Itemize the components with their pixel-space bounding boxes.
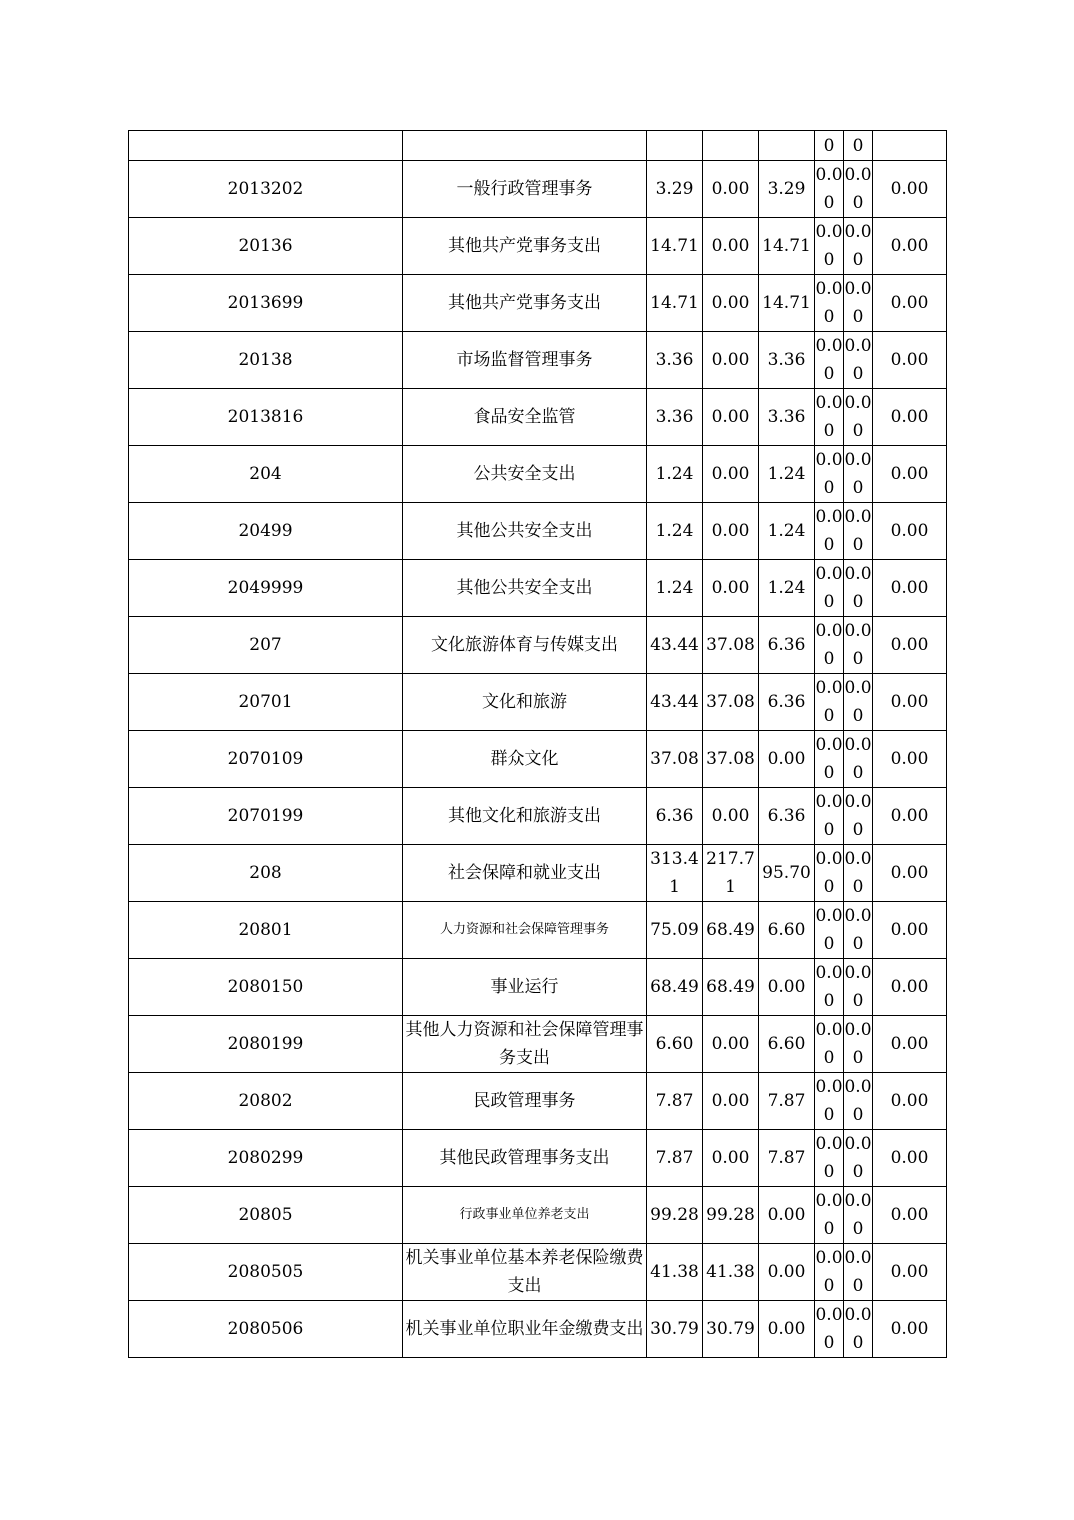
- basic-cell: 217.71: [703, 845, 759, 902]
- last-cell: 0.00: [873, 1130, 947, 1187]
- col7-cell: [844, 332, 873, 389]
- col6-cell-line1: 0.0: [815, 507, 843, 527]
- last-cell: 0.00: [873, 1244, 947, 1301]
- col6-cell-line1: 0.0: [815, 1191, 843, 1211]
- col7-cell-line1: 0.0: [844, 564, 872, 584]
- total-cell: 1.24: [647, 446, 703, 503]
- last-cell: 0.00: [873, 161, 947, 218]
- code-cell: 20802: [129, 1073, 403, 1130]
- project-cell: 6.36: [759, 617, 815, 674]
- col7-cell-line1: 0.0: [844, 222, 872, 242]
- col7-cell-line1: 0.0: [844, 678, 872, 698]
- total-cell: 30.79: [647, 1301, 703, 1358]
- basic-cell: 0.00: [703, 275, 759, 332]
- project-cell: 6.60: [759, 902, 815, 959]
- col7-cell-line1: 0.0: [844, 1305, 872, 1325]
- last-cell: 0.00: [873, 731, 947, 788]
- total-cell: 7.87: [647, 1073, 703, 1130]
- col6-cell: [815, 1244, 844, 1301]
- col6-cell-line2: 0: [823, 1219, 835, 1239]
- col6-cell-line1: 0.0: [815, 564, 843, 584]
- project-cell: 0.00: [759, 1244, 815, 1301]
- name-cell: 事业运行: [403, 959, 647, 1016]
- name-cell: 其他文化和旅游支出: [403, 788, 647, 845]
- project-cell: 95.70: [759, 845, 815, 902]
- col6-cell-line2: 0: [823, 535, 835, 555]
- project-cell: 0.00: [759, 959, 815, 1016]
- col7-cell-line2: 0: [852, 1048, 864, 1068]
- last-cell: 0.00: [873, 1016, 947, 1073]
- project-cell: 3.36: [759, 332, 815, 389]
- col7-cell-line2: 0: [852, 478, 864, 498]
- col7-cell-line1: 0.0: [844, 906, 872, 926]
- last-cell: 0.00: [873, 674, 947, 731]
- name-cell: 一般行政管理事务: [403, 161, 647, 218]
- table-row: [129, 332, 947, 389]
- total-cell: 37.08: [647, 731, 703, 788]
- last-cell: 0.00: [873, 389, 947, 446]
- name-cell: 其他共产党事务支出: [403, 218, 647, 275]
- basic-cell: 0.00: [703, 1130, 759, 1187]
- basic-cell: 37.08: [703, 731, 759, 788]
- col7-cell-line1: 0.0: [844, 1077, 872, 1097]
- col7-cell-line2: 0: [852, 364, 864, 384]
- code-cell: [129, 131, 403, 161]
- col6-cell: [815, 617, 844, 674]
- col7-cell-line1: 0.0: [844, 450, 872, 470]
- basic-cell: 0.00: [703, 788, 759, 845]
- col7-cell-line2: 0: [852, 421, 864, 441]
- total-cell: 68.49: [647, 959, 703, 1016]
- col6-cell-line2: 0: [823, 1162, 835, 1182]
- code-cell: 2080199: [129, 1016, 403, 1073]
- col7-cell-line2: 0: [852, 763, 864, 783]
- col7-cell-line1: 0.0: [844, 336, 872, 356]
- table-row: [129, 617, 947, 674]
- basic-cell: 68.49: [703, 902, 759, 959]
- col7-cell-line2: 0: [852, 307, 864, 327]
- budget-table: [128, 130, 947, 1358]
- table-row: [129, 1301, 947, 1358]
- col7-cell: [844, 674, 873, 731]
- total-cell: 3.36: [647, 389, 703, 446]
- code-cell: 20136: [129, 218, 403, 275]
- col6-cell: [815, 1187, 844, 1244]
- col7-cell: [844, 218, 873, 275]
- code-cell: 2080506: [129, 1301, 403, 1358]
- col7-cell-line1: 0.0: [844, 735, 872, 755]
- code-cell: 20499: [129, 503, 403, 560]
- col7-cell-line1: 0.0: [844, 963, 872, 983]
- col6-cell-line2: 0: [823, 934, 835, 954]
- col7-cell-line2: 0: [852, 250, 864, 270]
- project-cell: 6.36: [759, 674, 815, 731]
- total-cell: 43.44: [647, 674, 703, 731]
- table-row: [129, 788, 947, 845]
- col7-cell-line2: 0: [852, 535, 864, 555]
- last-cell: 0.00: [873, 446, 947, 503]
- basic-cell: 68.49: [703, 959, 759, 1016]
- name-cell: [403, 131, 647, 161]
- basic-cell: 0.00: [703, 161, 759, 218]
- col6-cell-line2: 0: [823, 421, 835, 441]
- col7-cell: [844, 275, 873, 332]
- col7-cell: [844, 1016, 873, 1073]
- project-cell: 1.24: [759, 503, 815, 560]
- total-cell: 6.60: [647, 1016, 703, 1073]
- total-cell: 75.09: [647, 902, 703, 959]
- basic-cell: 0.00: [703, 560, 759, 617]
- last-cell: 0.00: [873, 902, 947, 959]
- table-row: [129, 161, 947, 218]
- col6-cell: 0: [815, 131, 844, 161]
- col7-cell-line2: 0: [852, 934, 864, 954]
- table-row: [129, 959, 947, 1016]
- last-cell: 0.00: [873, 1301, 947, 1358]
- code-cell: 2070109: [129, 731, 403, 788]
- col7-cell: [844, 788, 873, 845]
- last-cell: 0.00: [873, 1073, 947, 1130]
- col7-cell-line1: 0.0: [844, 849, 872, 869]
- basic-cell: 0.00: [703, 1016, 759, 1073]
- last-cell: [873, 131, 947, 161]
- project-cell: 14.71: [759, 218, 815, 275]
- col6-cell: [815, 389, 844, 446]
- col6-cell-line1: 0.0: [815, 792, 843, 812]
- basic-cell: 41.38: [703, 1244, 759, 1301]
- code-cell: 20801: [129, 902, 403, 959]
- col6-cell-line1: 0.0: [815, 336, 843, 356]
- name-cell: 机关事业单位职业年金缴费支出: [403, 1301, 647, 1358]
- project-cell: [759, 131, 815, 161]
- col6-cell-line2: 0: [823, 592, 835, 612]
- col6-cell-line1: 0.0: [815, 1305, 843, 1325]
- col6-cell-line1: 0.0: [815, 1134, 843, 1154]
- name-cell: 文化旅游体育与传媒支出: [403, 617, 647, 674]
- col6-cell: [815, 1016, 844, 1073]
- col7-cell-line1: 0.0: [844, 165, 872, 185]
- col6-cell-line1: 0.0: [815, 678, 843, 698]
- col6-cell: [815, 674, 844, 731]
- col7-cell: [844, 1073, 873, 1130]
- basic-cell: 0.00: [703, 1073, 759, 1130]
- name-cell: 民政管理事务: [403, 1073, 647, 1130]
- col6-cell-line2: 0: [823, 307, 835, 327]
- code-cell: 20805: [129, 1187, 403, 1244]
- basic-cell: 99.28: [703, 1187, 759, 1244]
- col6-cell: [815, 446, 844, 503]
- name-cell: 其他公共安全支出: [403, 503, 647, 560]
- col7-cell: [844, 1130, 873, 1187]
- col6-cell: [815, 845, 844, 902]
- col6-cell-line1: 0.0: [815, 1248, 843, 1268]
- last-cell: 0.00: [873, 617, 947, 674]
- project-cell: 6.36: [759, 788, 815, 845]
- col7-cell: [844, 1244, 873, 1301]
- total-cell: 1.24: [647, 503, 703, 560]
- col6-cell: [815, 332, 844, 389]
- total-cell: 6.36: [647, 788, 703, 845]
- project-cell: 14.71: [759, 275, 815, 332]
- project-cell: 6.60: [759, 1016, 815, 1073]
- project-cell: 0.00: [759, 1301, 815, 1358]
- table-row: [129, 560, 947, 617]
- col7-cell-line1: 0.0: [844, 507, 872, 527]
- table-row: [129, 218, 947, 275]
- total-cell: 99.28: [647, 1187, 703, 1244]
- total-cell: 14.71: [647, 218, 703, 275]
- name-cell: 文化和旅游: [403, 674, 647, 731]
- name-cell: 行政事业单位养老支出: [403, 1187, 647, 1244]
- col6-cell-line2: 0: [823, 1048, 835, 1068]
- name-cell: 人力资源和社会保障管理事务: [403, 902, 647, 959]
- name-cell: 其他共产党事务支出: [403, 275, 647, 332]
- last-cell: 0.00: [873, 959, 947, 1016]
- col6-cell-line2: 0: [823, 1333, 835, 1353]
- col6-cell: [815, 788, 844, 845]
- basic-cell: 0.00: [703, 218, 759, 275]
- project-cell: 3.36: [759, 389, 815, 446]
- col6-cell: [815, 902, 844, 959]
- code-cell: 2013202: [129, 161, 403, 218]
- col7-cell-line2: 0: [852, 991, 864, 1011]
- basic-cell: 37.08: [703, 674, 759, 731]
- code-cell: 2013816: [129, 389, 403, 446]
- basic-cell: [703, 131, 759, 161]
- code-cell: 20701: [129, 674, 403, 731]
- col6-cell: [815, 1301, 844, 1358]
- col6-cell-line1: 0.0: [815, 1020, 843, 1040]
- basic-cell: 30.79: [703, 1301, 759, 1358]
- name-cell: 机关事业单位基本养老保险缴费支出: [403, 1244, 647, 1301]
- total-cell: 14.71: [647, 275, 703, 332]
- col7-cell-line1: 0.0: [844, 1020, 872, 1040]
- project-cell: 0.00: [759, 1187, 815, 1244]
- code-cell: 2070199: [129, 788, 403, 845]
- name-cell: 群众文化: [403, 731, 647, 788]
- table-row: [129, 1187, 947, 1244]
- col6-cell-line1: 0.0: [815, 963, 843, 983]
- total-cell: 1.24: [647, 560, 703, 617]
- col6-cell: [815, 1073, 844, 1130]
- table-row: [129, 275, 947, 332]
- table-row: [129, 1016, 947, 1073]
- code-cell: 204: [129, 446, 403, 503]
- col7-cell-line1: 0.0: [844, 621, 872, 641]
- code-cell: 207: [129, 617, 403, 674]
- col7-cell-line2: 0: [852, 877, 864, 897]
- col6-cell-line1: 0.0: [815, 393, 843, 413]
- col7-cell: [844, 731, 873, 788]
- col6-cell-line1: 0.0: [815, 165, 843, 185]
- code-cell: 2049999: [129, 560, 403, 617]
- col7-cell-line2: 0: [852, 649, 864, 669]
- code-cell: 20138: [129, 332, 403, 389]
- col6-cell-line2: 0: [823, 1105, 835, 1125]
- table-row: [129, 1130, 947, 1187]
- col6-cell-line2: 0: [823, 706, 835, 726]
- col6-cell-line1: 0.0: [815, 450, 843, 470]
- col6-cell-line2: 0: [823, 478, 835, 498]
- col7-cell-line1: 0.0: [844, 792, 872, 812]
- col6-cell-line2: 0: [823, 877, 835, 897]
- col6-cell-line2: 0: [823, 991, 835, 1011]
- table-row: [129, 731, 947, 788]
- col6-cell-line2: 0: [823, 193, 835, 213]
- col6-cell-line2: 0: [823, 820, 835, 840]
- col6-cell: [815, 161, 844, 218]
- table-row: [129, 845, 947, 902]
- last-cell: 0.00: [873, 1187, 947, 1244]
- col6-cell-line1: 0.0: [815, 735, 843, 755]
- code-cell: 2080505: [129, 1244, 403, 1301]
- project-cell: 0.00: [759, 731, 815, 788]
- col6-cell-line1: 0.0: [815, 621, 843, 641]
- col7-cell-line2: 0: [852, 820, 864, 840]
- col6-cell-line1: 0.0: [815, 1077, 843, 1097]
- code-cell: 2080150: [129, 959, 403, 1016]
- project-cell: 7.87: [759, 1130, 815, 1187]
- col7-cell-line2: 0: [852, 193, 864, 213]
- table-row: [129, 503, 947, 560]
- name-cell: 其他公共安全支出: [403, 560, 647, 617]
- col6-cell-line2: 0: [823, 364, 835, 384]
- project-cell: 7.87: [759, 1073, 815, 1130]
- table-row: [129, 1244, 947, 1301]
- col7-cell-line1: 0.0: [844, 1134, 872, 1154]
- col7-cell: [844, 446, 873, 503]
- col6-cell: [815, 560, 844, 617]
- col7-cell-line2: 0: [852, 1333, 864, 1353]
- col6-cell: [815, 959, 844, 1016]
- col7-cell-line1: 0.0: [844, 279, 872, 299]
- table-row: [129, 674, 947, 731]
- col7-cell: [844, 845, 873, 902]
- table-row: [129, 389, 947, 446]
- col6-cell-line1: 0.0: [815, 222, 843, 242]
- col7-cell-line1: 0.0: [844, 1248, 872, 1268]
- total-cell: 3.36: [647, 332, 703, 389]
- col7-cell: [844, 503, 873, 560]
- last-cell: 0.00: [873, 845, 947, 902]
- col7-cell: [844, 1301, 873, 1358]
- last-cell: 0.00: [873, 332, 947, 389]
- col6-cell: [815, 275, 844, 332]
- name-cell: 其他民政管理事务支出: [403, 1130, 647, 1187]
- code-cell: 208: [129, 845, 403, 902]
- total-cell: [647, 131, 703, 161]
- col6-cell-line1: 0.0: [815, 906, 843, 926]
- col7-cell: [844, 902, 873, 959]
- col7-cell: [844, 617, 873, 674]
- col6-cell-line1: 0.0: [815, 849, 843, 869]
- name-cell: 其他人力资源和社会保障管理事务支出: [403, 1016, 647, 1073]
- table-row: [129, 446, 947, 503]
- table-row: [129, 902, 947, 959]
- col7-cell-line1: 0.0: [844, 1191, 872, 1211]
- total-cell: 313.41: [647, 845, 703, 902]
- name-cell: 公共安全支出: [403, 446, 647, 503]
- col7-cell-line2: 0: [852, 1105, 864, 1125]
- col7-cell-line2: 0: [852, 1162, 864, 1182]
- total-cell: 43.44: [647, 617, 703, 674]
- basic-cell: 0.00: [703, 446, 759, 503]
- table-row-continued: [129, 131, 947, 161]
- col7-cell: [844, 959, 873, 1016]
- basic-cell: 37.08: [703, 617, 759, 674]
- basic-cell: 0.00: [703, 389, 759, 446]
- col6-cell: [815, 731, 844, 788]
- col7-cell: [844, 389, 873, 446]
- col6-cell-line2: 0: [823, 763, 835, 783]
- col7-cell-line2: 0: [852, 706, 864, 726]
- col7-cell: [844, 560, 873, 617]
- col7-cell: [844, 161, 873, 218]
- col6-cell-line1: 0.0: [815, 279, 843, 299]
- name-cell: 食品安全监管: [403, 389, 647, 446]
- col7-cell-line2: 0: [852, 592, 864, 612]
- name-cell: 社会保障和就业支出: [403, 845, 647, 902]
- col7-cell-line2: 0: [852, 1219, 864, 1239]
- last-cell: 0.00: [873, 275, 947, 332]
- last-cell: 0.00: [873, 218, 947, 275]
- col6-cell-line2: 0: [823, 649, 835, 669]
- col6-cell-line2: 0: [823, 250, 835, 270]
- col7-cell-line1: 0.0: [844, 393, 872, 413]
- total-cell: 41.38: [647, 1244, 703, 1301]
- col7-cell-line2: 0: [852, 1276, 864, 1296]
- col7-cell: [844, 1187, 873, 1244]
- col6-cell: [815, 503, 844, 560]
- col6-cell: [815, 218, 844, 275]
- code-cell: 2013699: [129, 275, 403, 332]
- basic-cell: 0.00: [703, 332, 759, 389]
- col6-cell: [815, 1130, 844, 1187]
- project-cell: 1.24: [759, 560, 815, 617]
- name-cell: 市场监督管理事务: [403, 332, 647, 389]
- code-cell: 2080299: [129, 1130, 403, 1187]
- last-cell: 0.00: [873, 503, 947, 560]
- project-cell: 3.29: [759, 161, 815, 218]
- total-cell: 7.87: [647, 1130, 703, 1187]
- col7-cell: 0: [844, 131, 873, 161]
- basic-cell: 0.00: [703, 503, 759, 560]
- total-cell: 3.29: [647, 161, 703, 218]
- table-row: [129, 1073, 947, 1130]
- last-cell: 0.00: [873, 788, 947, 845]
- col6-cell-line2: 0: [823, 1276, 835, 1296]
- project-cell: 1.24: [759, 446, 815, 503]
- last-cell: 0.00: [873, 560, 947, 617]
